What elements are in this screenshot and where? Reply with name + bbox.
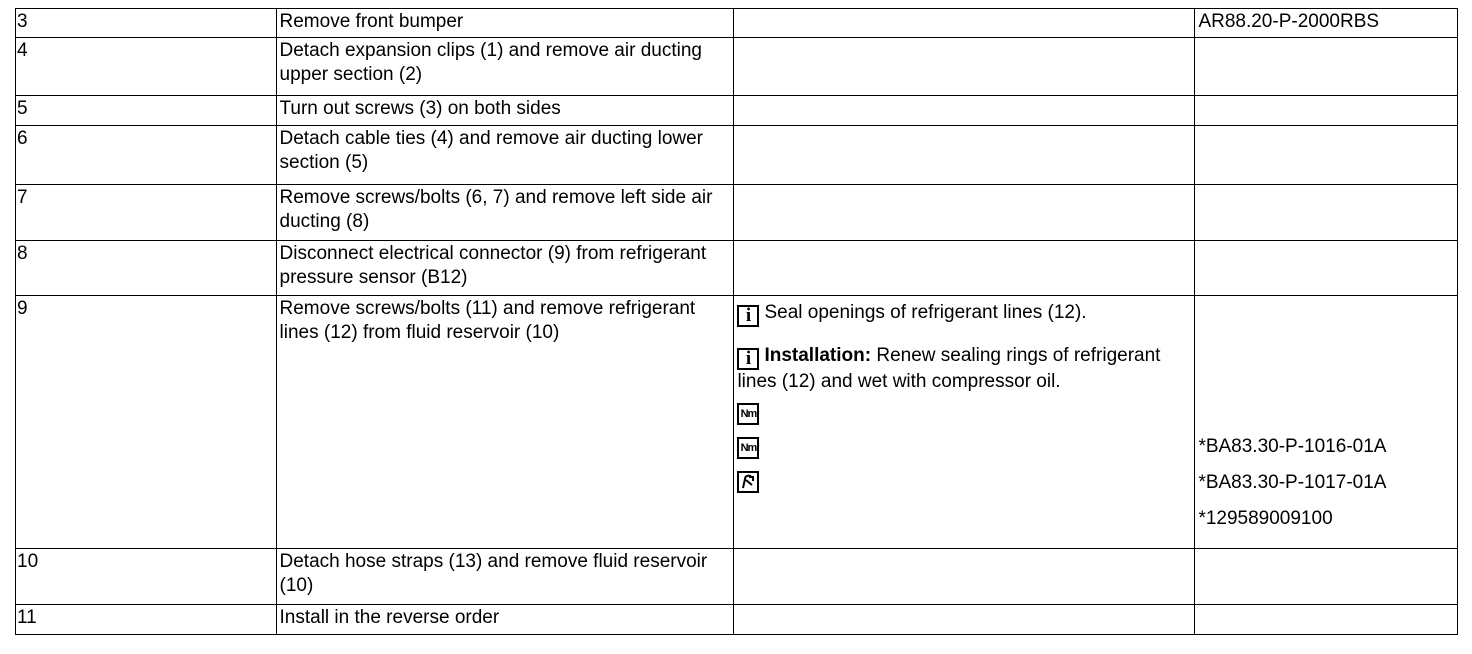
info-icon: i: [737, 348, 759, 370]
torque-icon[interactable]: Nm: [737, 403, 759, 425]
step-references: [1195, 296, 1458, 549]
procedure-table: [15, 8, 1458, 635]
table-row: [16, 38, 1458, 96]
table-row: [16, 296, 1458, 549]
step-action: Detach expansion clips (1) and remove air ducting upper section (2): [276, 38, 734, 96]
step-action: Remove front bumper: [276, 9, 734, 38]
step-number: 9: [16, 296, 277, 549]
tool-reference[interactable]: *129589009100: [1198, 508, 1333, 529]
step-notes: [734, 296, 1195, 549]
table-row: [16, 241, 1458, 296]
installation-note: [737, 344, 1191, 394]
step-action: Disconnect electrical connector (9) from refrigerant pressure sensor (B12): [276, 241, 734, 296]
step-number: 3: [16, 9, 277, 38]
step-number: 7: [16, 185, 277, 241]
table-row: [16, 96, 1458, 126]
step-action: Detach hose straps (13) and remove fluid reservoir (10): [276, 549, 734, 605]
step-action: Remove screws/bolts (6, 7) and remove left side air ducting (8): [276, 185, 734, 241]
step-number: 5: [16, 96, 277, 126]
torque-reference[interactable]: *BA83.30-P-1016-01A: [1198, 436, 1387, 457]
table-row: [16, 549, 1458, 605]
table-row: [16, 185, 1458, 241]
step-number: 10: [16, 549, 277, 605]
step-number: 4: [16, 38, 277, 96]
table-row: [16, 9, 1458, 38]
step-number: 8: [16, 241, 277, 296]
info-note: [737, 301, 1191, 327]
step-number: 11: [16, 605, 277, 635]
step-action: Remove screws/bolts (11) and remove refrigerant lines (12) from fluid reservoir (10): [276, 296, 734, 549]
note-text: Renew sealing rings of refrigerant lines (12) and wet with compressor oil.: [737, 345, 1161, 392]
step-action: Install in the reverse order: [276, 605, 734, 635]
note-text: Seal openings of refrigerant lines (12).: [764, 302, 1087, 323]
torque-reference[interactable]: *BA83.30-P-1017-01A: [1198, 472, 1387, 493]
info-icon: i: [737, 305, 759, 327]
step-action: Detach cable ties (4) and remove air ducting lower section (5): [276, 126, 734, 185]
step-reference[interactable]: AR88.20-P-2000RBS: [1195, 9, 1458, 38]
note-label: Installation:: [764, 345, 872, 366]
step-number: 6: [16, 126, 277, 185]
step-action: Turn out screws (3) on both sides: [276, 96, 734, 126]
table-row: [16, 126, 1458, 185]
special-tool-icon[interactable]: [737, 471, 759, 493]
table-row: [16, 605, 1458, 635]
step-note: [734, 9, 1195, 38]
torque-icon[interactable]: Nm: [737, 437, 759, 459]
